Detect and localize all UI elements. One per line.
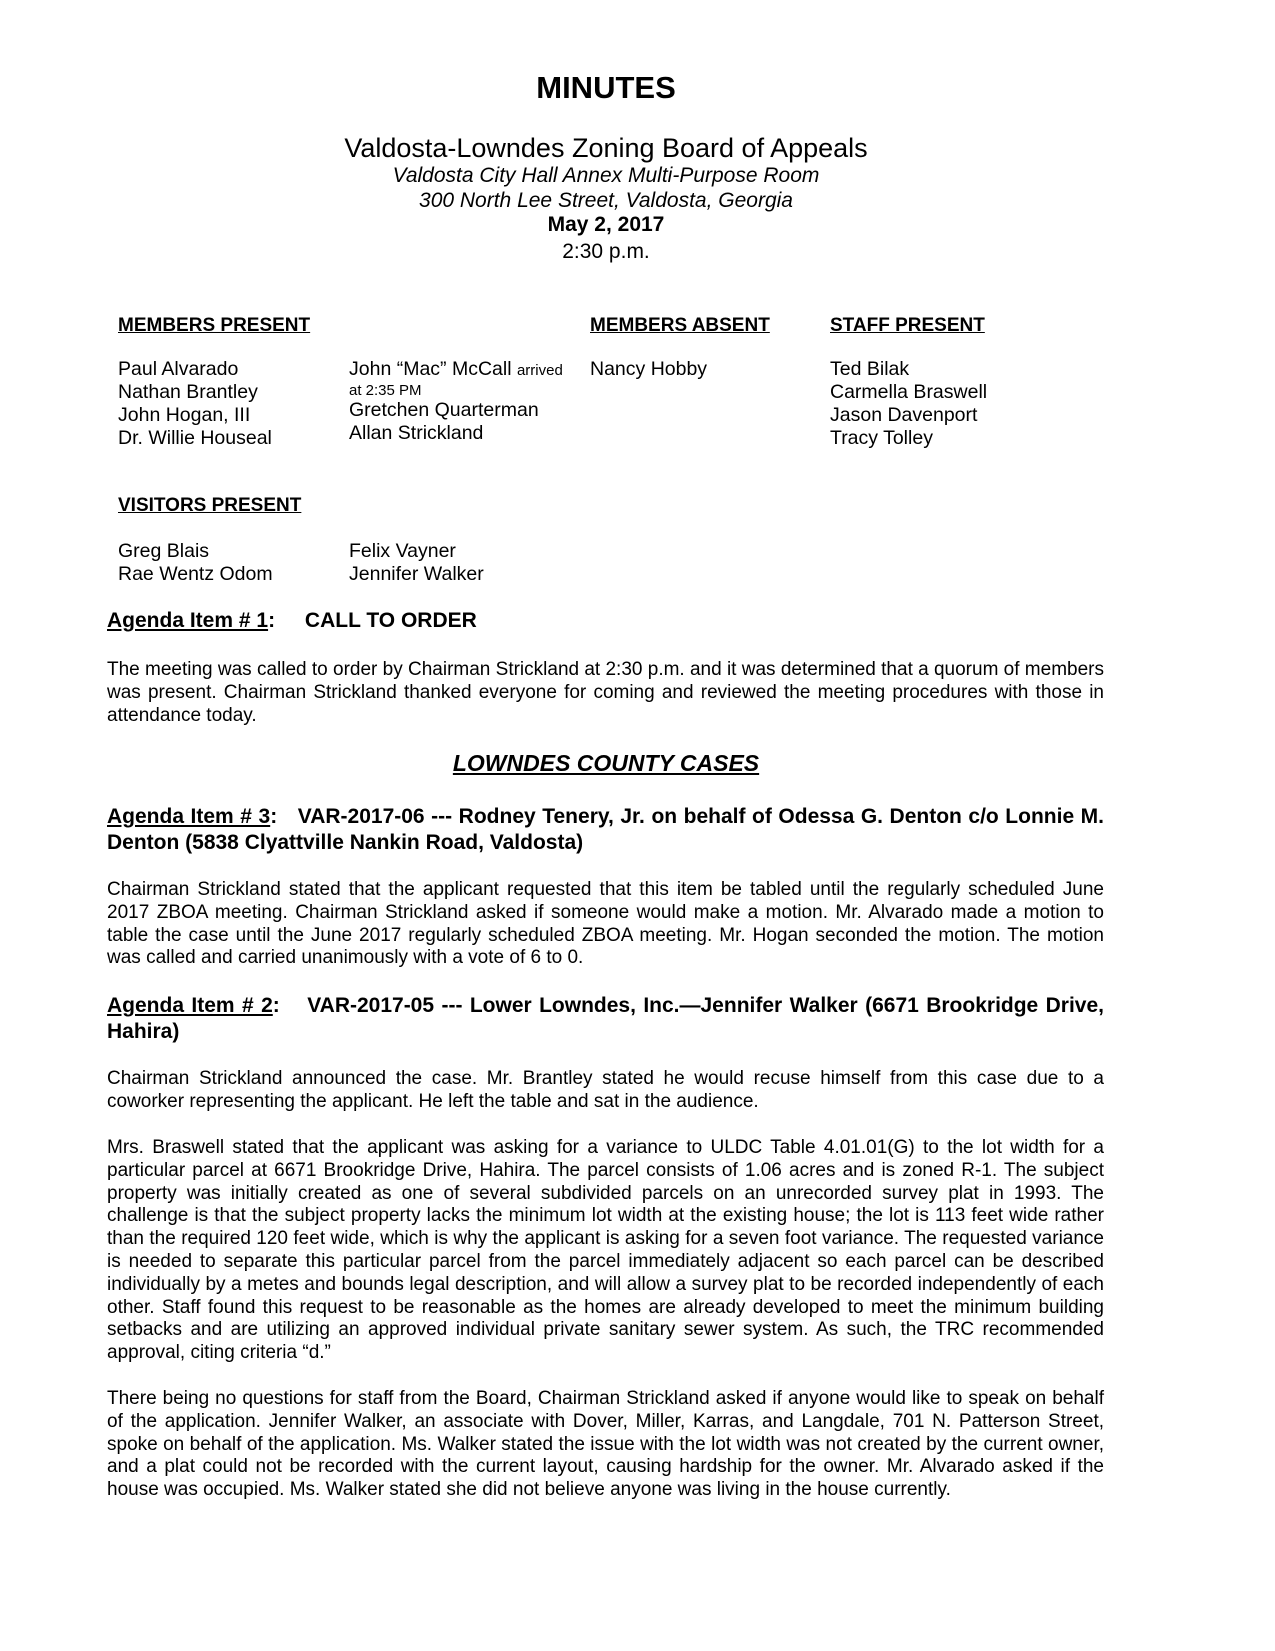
agenda-item-title: VAR-2017-05 --- Lower Lowndes, Inc.—Jennifer Walker (6671 Brookridge Drive, Hahira) — [107, 994, 1105, 1043]
visitors-present-heading: VISITORS PRESENT — [118, 495, 302, 516]
member-name: Allan Strickland — [349, 422, 484, 444]
agenda-item-title: CALL TO ORDER — [304, 609, 477, 632]
staff-name: Tracy Tolley — [830, 427, 933, 449]
agenda-item-title: VAR-2017-06 --- Rodney Tenery, Jr. on behalf of Odessa G. Denton c/o Lonnie M. Denton (5838 Clyattville Nankin Road, Valdosta) — [107, 805, 1105, 854]
agenda-item-label: Agenda Item # 2 — [107, 994, 273, 1017]
staff-name: Jason Davenport — [830, 404, 978, 426]
separator: : — [272, 994, 280, 1017]
members-absent-heading: MEMBERS ABSENT — [590, 315, 770, 336]
member-name: Gretchen Quarterman — [349, 399, 539, 421]
document-title: MINUTES — [536, 70, 676, 105]
meeting-address: 300 North Lee Street, Valdosta, Georgia — [419, 189, 793, 212]
separator: : — [270, 805, 278, 828]
staff-present-heading: STAFF PRESENT — [830, 315, 985, 336]
meeting-location: Valdosta City Hall Annex Multi-Purpose Room — [392, 164, 820, 187]
member-mccall — [349, 358, 563, 382]
agenda-item-2-heading — [107, 993, 1104, 1045]
agenda-item-label: Agenda Item # 1 — [107, 609, 269, 632]
agenda-item-2-body-3: There being no questions for staff from the Board, Chairman Strickland asked if anyone would like to speak on behalf of the application. Jennifer Walker, an associate with Dover, Miller, Karras, and Langdale, 701 N. Patterson Street, spoke on behalf of the application. Ms. Walker stated the issue with the lot width was not created by the current owner, and a plat could not be recorded with the current layout, causing hardship for the owner. Mr. Alvarado asked if the house was occupied. Ms. Walker stated she did not believe anyone was living in the house currently. — [107, 1388, 1104, 1501]
agenda-item-2-body-1: Chairman Strickland announced the case. Mr. Brantley stated he would recuse himself from this case due to a coworker representing the applicant. He left the table and sat in the audience. — [107, 1068, 1104, 1112]
agenda-item-label: Agenda Item # 3 — [107, 805, 271, 828]
visitor-name: Greg Blais — [118, 540, 210, 562]
visitor-name: Jennifer Walker — [349, 563, 484, 585]
members-present-list-2 — [349, 358, 563, 445]
member-name: John Hogan, III — [118, 404, 251, 426]
arrival-time-note: at 2:35 PM — [349, 382, 422, 399]
agenda-item-3-heading — [107, 804, 1104, 856]
staff-name: Carmella Braswell — [830, 381, 988, 403]
arrival-note: arrived — [516, 362, 563, 379]
meeting-date: May 2, 2017 — [547, 213, 665, 236]
member-name: Nathan Brantley — [118, 381, 258, 403]
meeting-time: 2:30 p.m. — [562, 240, 650, 263]
members-present-heading: MEMBERS PRESENT — [118, 315, 311, 336]
staff-name: Ted Bilak — [830, 358, 910, 380]
organization-name: Valdosta-Lowndes Zoning Board of Appeals — [344, 133, 868, 163]
separator: : — [268, 609, 276, 632]
member-name: Paul Alvarado — [118, 358, 239, 380]
visitors-list — [118, 540, 273, 586]
members-absent-list — [590, 358, 707, 381]
visitors-list-2 — [349, 540, 484, 586]
agenda-item-3-body: Chairman Strickland stated that the applicant requested that this item be tabled until the regularly scheduled June 2017 ZBOA meeting. Chairman Strickland asked if someone would make a motion. Mr. Alvarado made a motion to table the case until the June 2017 regularly scheduled ZBOA meeting. Mr. Hogan seconded the motion. The motion was called and carried unanimously with a vote of 6 to 0. — [107, 879, 1104, 969]
member-name: Dr. Willie Houseal — [118, 427, 272, 449]
staff-present-list — [830, 358, 987, 450]
members-present-list — [118, 358, 272, 450]
visitor-name: Felix Vayner — [349, 540, 456, 562]
agenda-item-1-heading — [107, 608, 477, 634]
visitor-name: Rae Wentz Odom — [118, 563, 273, 585]
member-name: John “Mac” McCall — [349, 358, 512, 380]
section-title: LOWNDES COUNTY CASES — [452, 750, 760, 776]
agenda-item-1-body: The meeting was called to order by Chairman Strickland at 2:30 p.m. and it was determined that a quorum of members was present. Chairman Strickland thanked everyone for coming and reviewed the meeting procedures with those in attendance today. — [107, 659, 1104, 726]
agenda-item-2-body-2: Mrs. Braswell stated that the applicant was asking for a variance to ULDC Table 4.01.01(G) to the lot width for a particular parcel at 6671 Brookridge Drive, Hahira. The parcel consists of 1.06 acres and is zoned R-1. The subject property was initially created as one of several subdivided parcels on an unrecorded survey plat in 1993. The challenge is that the subject property lacks the minimum lot width at the existing house; the lot is 113 feet wide rather than the required 120 feet wide, which is why the applicant is asking for a seven foot variance. The requested variance is needed to separate this particular parcel from the parcel immediately adjacent so each parcel can be described individually by a metes and bounds legal description, and will allow a survey plat to be recorded independently of each other. Staff found this request to be reasonable as the homes are already developed to meet the minimum building setbacks and are utilizing an approved individual private sanitary sewer system. As such, the TRC recommended approval, citing criteria “d.” — [107, 1137, 1104, 1364]
absent-member-name: Nancy Hobby — [590, 358, 708, 380]
